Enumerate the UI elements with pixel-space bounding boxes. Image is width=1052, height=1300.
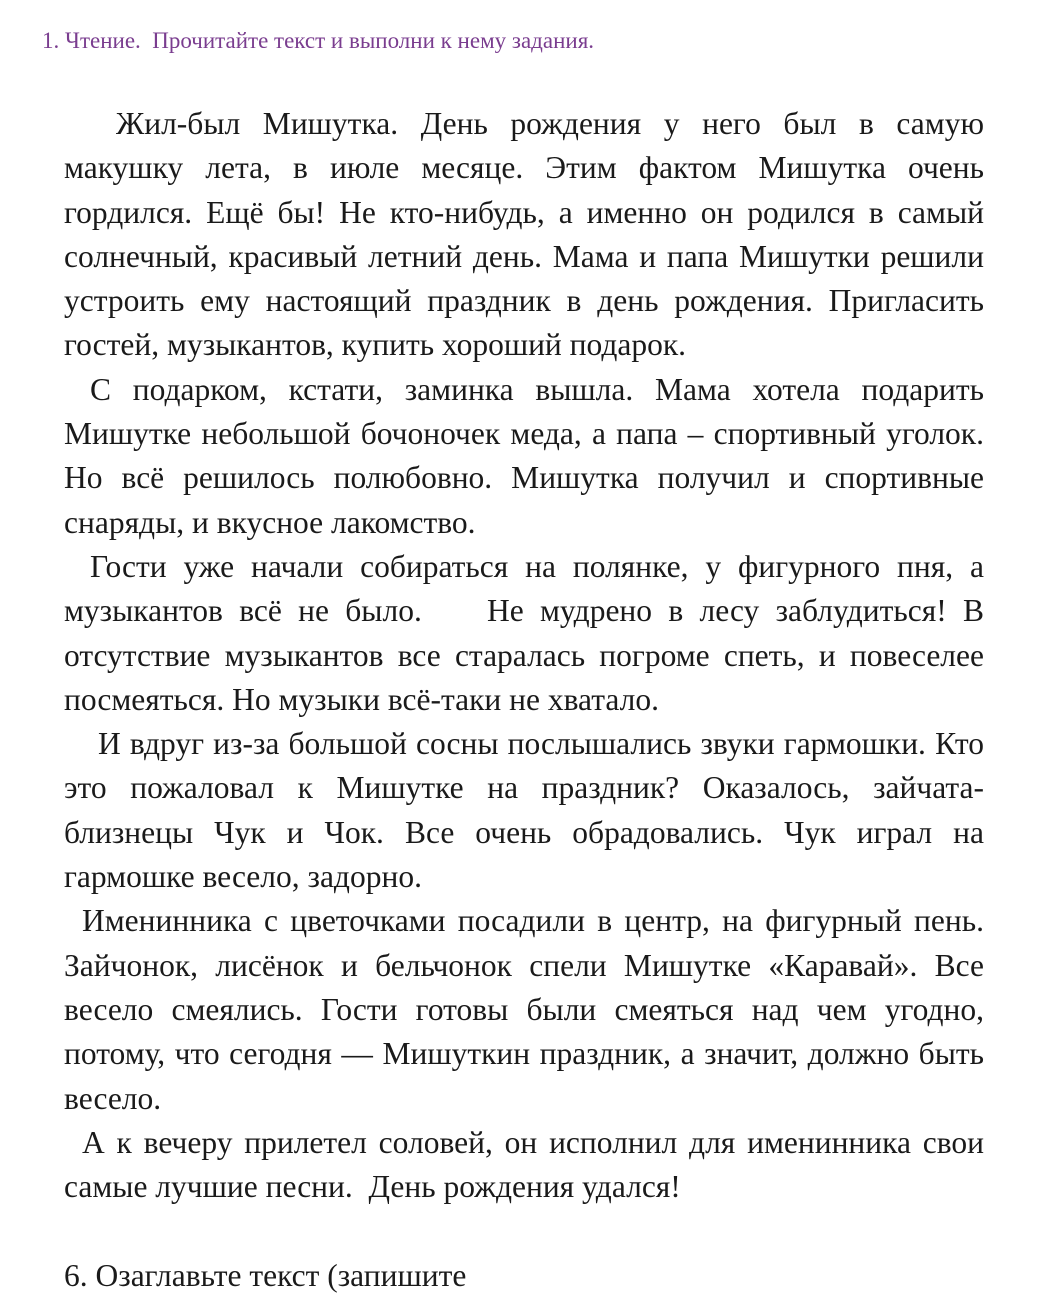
task-header: 1. Чтение. Прочитайте текст и выполни к нему задания. — [42, 28, 595, 53]
story-paragraph-2: С подарком, кстати, заминка вышла. Мама хотела подарить Мишутке небольшой бочоночек меда, а папа – спортивный уголок. Но всё решилось полюбовно. Мишутка получил и спортивные снаряды, и вкусное лакомство. — [64, 371, 992, 540]
story-paragraph-3: Гости уже начали собираться на полянке, у фигурного пня, а музыкантов всё не было. Не мудрено в лесу заблудиться! В отсутствие музыкантов все старалась погроме спеть, и повеселее посмеяться. Но музыки всё-таки не хватало. — [64, 548, 992, 717]
story-paragraph-4: И вдруг из-за большой сосны послышались звуки гармошки. Кто это пожаловал к Мишутке на праздник? Оказалось, зайчата-близнецы Чук и Чок. Все очень обрадовались. Чук играл на гармошке весело, задорно. — [64, 726, 992, 895]
story-paragraph-6: А к вечеру прилетел соловей, он исполнил для именинника свои самые лучшие песни. День рождения удался! — [64, 1124, 992, 1205]
story-text — [64, 102, 992, 1209]
story-paragraph-5: Именинника с цветочками посадили в центр, на фигурный пень. Зайчонок, лисёнок и бельчонок спели Мишутке «Каравай». Все весело смеялись. Гости готовы были смеяться над чем угодно, потому, что сегодня — Мишуткин праздник, а значит, должно быть весело. — [64, 903, 992, 1116]
story-paragraph-1: Жил-был Мишутка. День рождения у него был в самую макушку лета, в июле месяце. Этим фактом Мишутка очень гордился. Ещё бы! Не кто-нибудь, а именно он родился в самый солнечный, красивый летний день. Мама и папа Мишутки решили устроить ему настоящий праздник в день рождения. Пригласить гостей, музыкантов, купить хороший подарок. — [64, 106, 992, 363]
cut-off-line-text: 6. Озаглавьте текст (запишите — [64, 1258, 467, 1293]
cut-off-line — [64, 1256, 964, 1293]
